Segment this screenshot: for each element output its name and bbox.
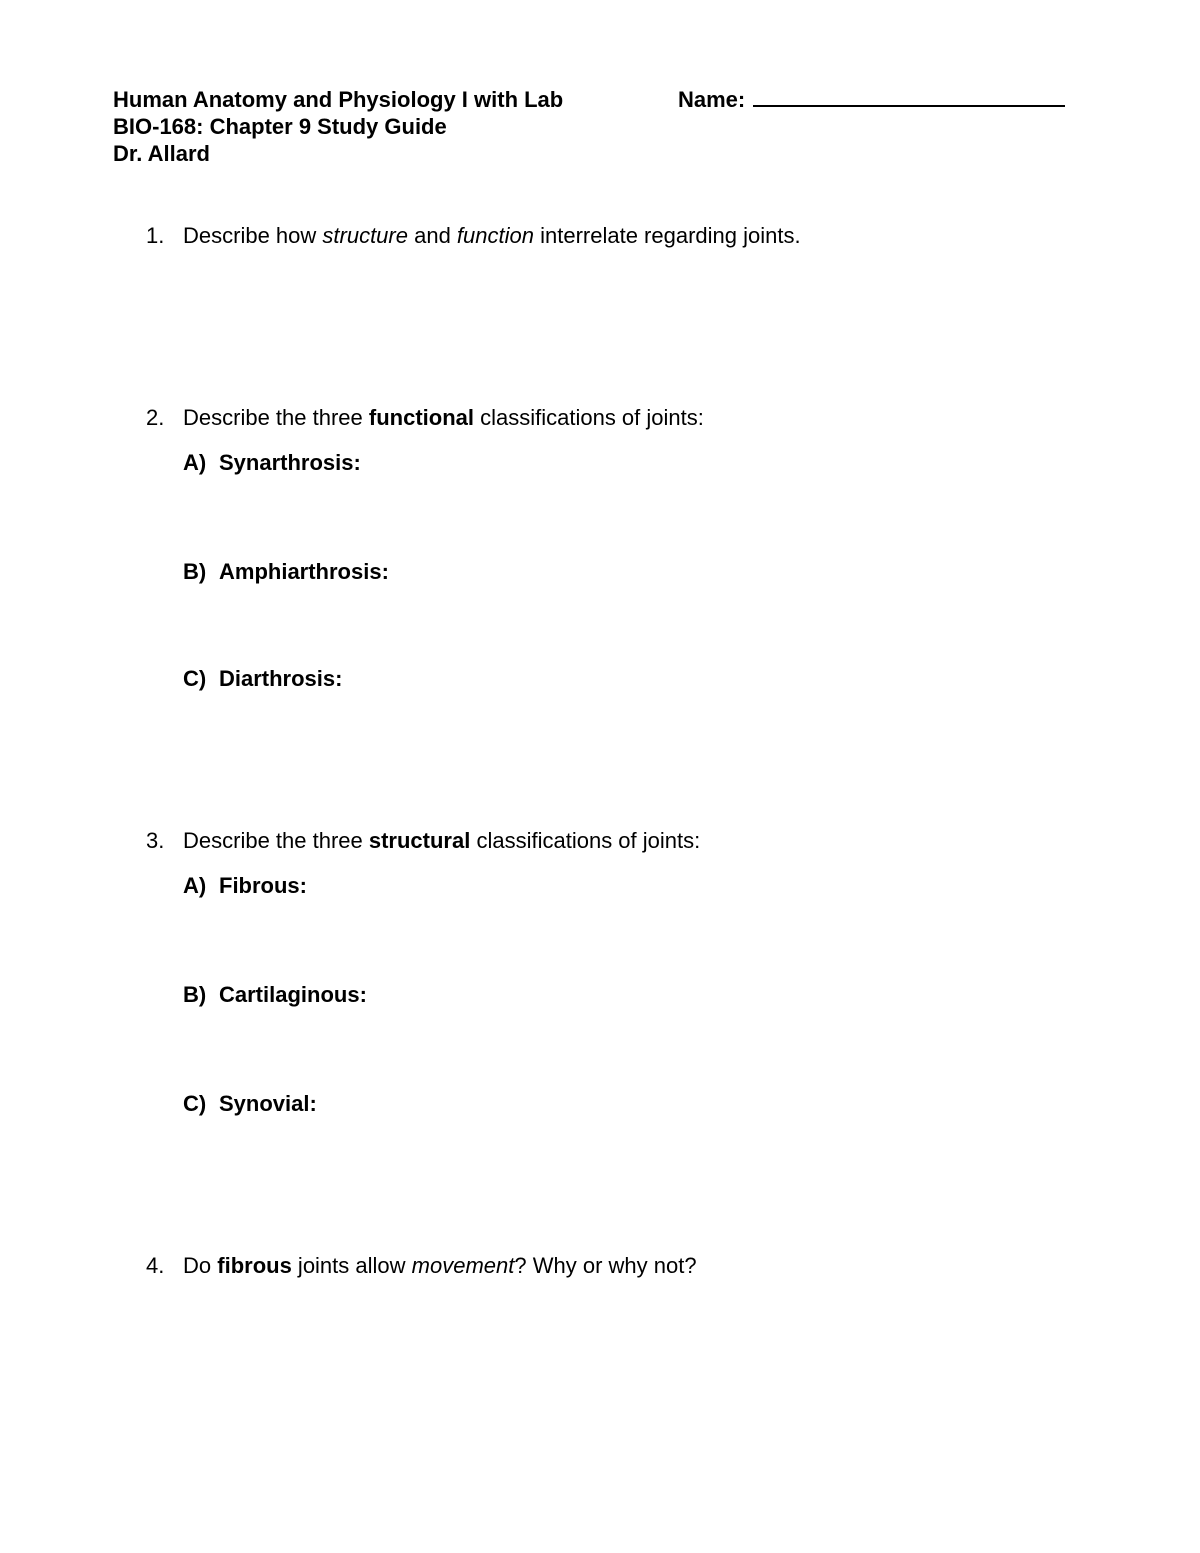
emphasis-functional: functional [368, 405, 474, 430]
emphasis-structure: structure [322, 223, 408, 248]
name-label: Name: [678, 87, 746, 112]
subitem-diarthrosis: C) Diarthrosis: [183, 666, 343, 691]
emphasis-function: function [456, 223, 534, 248]
emphasis-fibrous: fibrous [217, 1253, 292, 1278]
question-number: 4. [146, 1253, 165, 1278]
subitem-cartilaginous: B) Cartilaginous: [183, 982, 367, 1007]
subitem-amphiarthrosis: B) Amphiarthrosis: [183, 559, 389, 584]
name-field [678, 86, 1065, 113]
question-number: 3. [146, 828, 165, 853]
question-3: 3. Describe the three structural classifications of joints: [146, 828, 701, 853]
subitem-synovial: C) Synovial: [183, 1091, 317, 1116]
question-2: 2. Describe the three functional classifications of joints: [146, 405, 704, 430]
subitem-fibrous: A) Fibrous: [183, 873, 307, 898]
question-number: 1. [146, 223, 165, 248]
question-4: 4. Do fibrous joints allow movement? Why or why not? [146, 1253, 697, 1278]
emphasis-movement: movement [411, 1253, 515, 1278]
subitem-synarthrosis: A) Synarthrosis: [183, 450, 361, 475]
question-number: 2. [146, 405, 165, 430]
course-code: BIO-168: Chapter 9 Study Guide [113, 114, 447, 139]
course-title: Human Anatomy and Physiology I with Lab [113, 87, 564, 112]
question-1: 1. Describe how structure and function interrelate regarding joints. [146, 223, 801, 248]
name-blank-line[interactable] [753, 87, 1065, 107]
instructor-name: Dr. Allard [113, 141, 210, 166]
emphasis-structural: structural [368, 828, 471, 853]
